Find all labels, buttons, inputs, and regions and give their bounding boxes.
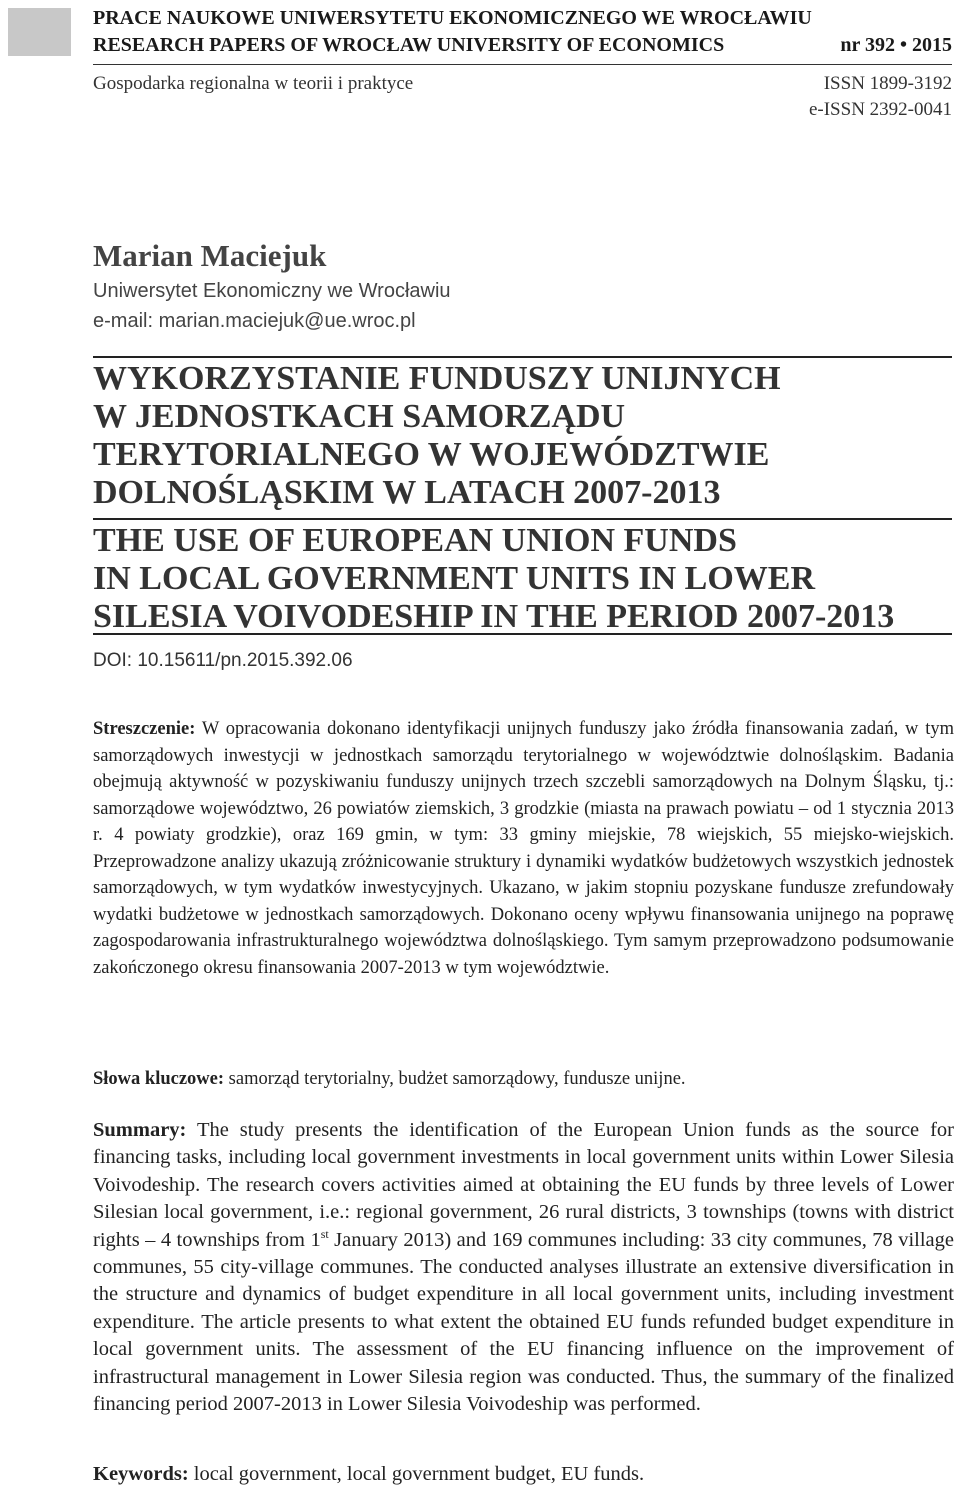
issue-number: nr 392 • 2015 bbox=[840, 34, 952, 56]
title-english bbox=[93, 522, 952, 636]
summary-english bbox=[93, 1117, 954, 1418]
header-divider bbox=[93, 64, 952, 65]
title-en-line: SILESIA VOIVODESHIP IN THE PERIOD 2007-2013 bbox=[93, 598, 895, 635]
abstract-pl-label: Streszczenie: bbox=[93, 719, 196, 739]
summary-text-1: The study presents the identification of the European Union funds as the source for financing tasks, including local government investments in local government units within Lower Silesia Voivodeship. The research covers activities aimed at obtaining the EU funds by three levels of Lower Silesian local government, i.e.: regional government, 26 rural districts, 3 townships (towns with district rights – 4 townships from 1 bbox=[93, 1119, 954, 1251]
series-title-en: RESEARCH PAPERS OF WROCŁAW UNIVERSITY OF ECONOMICS bbox=[93, 34, 725, 56]
eissn: e-ISSN 2392-0041 bbox=[808, 99, 952, 120]
keywords-pl-text: samorząd terytorialny, budżet samorządowy, fundusze unijne. bbox=[224, 1069, 686, 1089]
journal-row bbox=[93, 72, 952, 96]
keywords-pl-label: Słowa kluczowe: bbox=[93, 1069, 225, 1089]
title-en-line: IN LOCAL GOVERNMENT UNITS IN LOWER bbox=[93, 560, 816, 597]
keywords-polish bbox=[93, 1066, 954, 1093]
header-gray-block bbox=[8, 8, 71, 56]
keywords-english bbox=[93, 1461, 954, 1488]
title-rule-bottom bbox=[93, 633, 952, 635]
title-en-line: THE USE OF EUROPEAN UNION FUNDS bbox=[93, 522, 737, 559]
author-email: e-mail: marian.maciejuk@ue.wroc.pl bbox=[93, 310, 416, 332]
title-pl-line: TERYTORIALNEGO W WOJEWÓDZTWIE bbox=[93, 436, 770, 473]
title-pl-line: W JEDNOSTKACH SAMORZĄDU bbox=[93, 398, 626, 435]
title-rule-top bbox=[93, 356, 952, 358]
abstract-pl-text: W opracowania dokonano identyfikacji unijnych funduszy jako źródła finansowania zadań, w tym samorządowych inwestycji w jednostkach samorządu terytorialnego w województwie dolnośląskim. Badania obejmują aktywność w pozyskiwaniu funduszy unijnych trzech szczebli samorządowych na Dolnym Śląsku, tj.: samorządowe województwo, 26 powiatów ziemskich, 3 grodzkie (miasta na prawach powiatu – od 1 stycznia 2013 r. 4 powiaty grodzkie), oraz 169 gmin, w tym: 33 gminy miejskie, 78 wiejskich, 55 miejsko-wiejskich. Przeprowadzone analizy ukazują zróżnicowanie struktury i dynamiki wydatków budżetowych wszystkich jednostek samorządowych, w tym wydatków inwestycyjnych. Ukazano, w jakim stopniu pozyskane fundusze zrefundowały wydatki budżetowe w jednostkach samorządowych. Dokonano oceny wpływu finansowania unijnego na poprawę zagospodarowania infrastrukturalnego województwa dolnośląskiego. Tym samym przeprowadzono podsumowanie zakończonego okresu finansowania 2007-2013 w tym województwie. bbox=[93, 719, 954, 978]
keywords-en-label: Keywords: bbox=[93, 1463, 189, 1485]
title-pl-line: DOLNOŚLĄSKIM W LATACH 2007-2013 bbox=[93, 474, 721, 511]
series-title-pl: PRACE NAUKOWE UNIWERSYTETU EKONOMICZNEGO WE WROCŁAWIU bbox=[93, 7, 812, 29]
keywords-en-text: local government, local government budget, EU funds. bbox=[188, 1463, 645, 1485]
summary-label: Summary: bbox=[93, 1119, 187, 1141]
author-affiliation: Uniwersytet Ekonomiczny we Wrocławiu bbox=[93, 280, 451, 302]
title-rule-middle bbox=[93, 518, 952, 520]
series-title-en-row bbox=[93, 33, 952, 57]
summary-text-2: January 2013) and 169 communes including: 33 city communes, 78 village communes, 55 city-village communes. The conducted analyses illustrate an extensive diversification in the structure and dynamics of budget expenditure in all local government units, including investment expenditure. The article presents to what extent the obtained EU funds refunded budget expenditure in local government units. The assessment of the EU financing influence on the improvement of infrastructural management in Lower Silesia region was conducted. Thus, the summary of the finalized financing period 2007-2013 in Lower Silesia Voivodeship was performed. bbox=[93, 1228, 955, 1416]
journal-name: Gospodarka regionalna w teorii i praktyce bbox=[93, 73, 414, 94]
title-pl-line: WYKORZYSTANIE FUNDUSZY UNIJNYCH bbox=[93, 360, 781, 397]
abstract-polish bbox=[93, 716, 954, 981]
author-name: Marian Maciejuk bbox=[93, 238, 327, 273]
summary-superscript: st bbox=[320, 1226, 329, 1241]
title-polish bbox=[93, 360, 952, 512]
doi: DOI: 10.15611/pn.2015.392.06 bbox=[93, 650, 353, 671]
issn: ISSN 1899-3192 bbox=[823, 73, 952, 94]
